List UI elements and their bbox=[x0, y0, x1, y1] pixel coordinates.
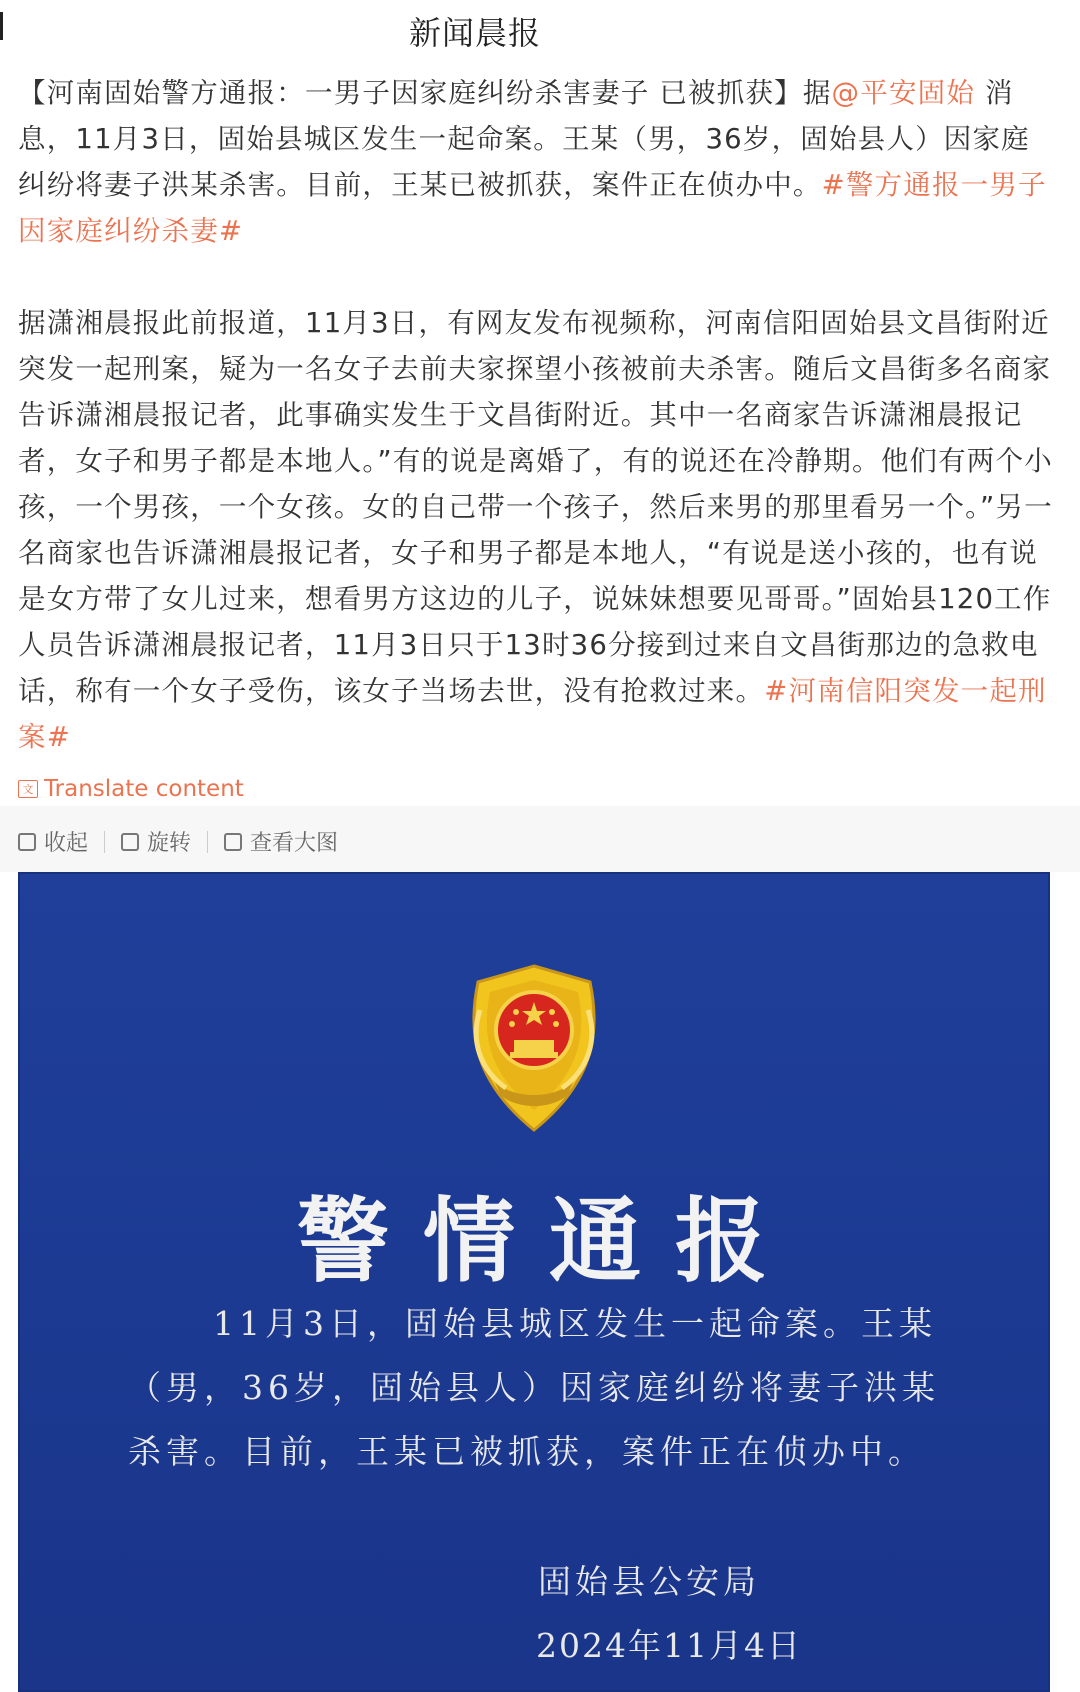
notice-date: 2024年11月4日 bbox=[536, 1626, 802, 1665]
collapse-label: 收起 bbox=[44, 831, 89, 856]
post-lead: 【河南固始警方通报：一男子因家庭纠纷杀害妻子 已被抓获】据 bbox=[18, 77, 832, 109]
translate-label: Translate content bbox=[44, 776, 244, 802]
image-toolbar bbox=[18, 826, 338, 857]
top-bar bbox=[0, 0, 1080, 60]
view-large-icon bbox=[224, 833, 242, 851]
mention-link[interactable]: @平安固始 bbox=[831, 77, 976, 109]
rotate-label: 旋转 bbox=[147, 831, 192, 856]
post-body-1: 消息，11月3日，固始县城区发生一起命案。王某（男，36岁，固始县人）因家庭纠纷将妻子洪某杀害。目前，王某已被抓获，案件正在侦办中。 bbox=[18, 77, 1030, 201]
rotate-button[interactable] bbox=[121, 826, 191, 857]
translate-link[interactable] bbox=[18, 776, 244, 802]
notice-org: 固始县公安局 bbox=[538, 1562, 760, 1601]
post-paragraph-2 bbox=[18, 300, 1058, 760]
notice-title: 警情通报 bbox=[296, 1187, 801, 1295]
translate-icon: 文 bbox=[18, 780, 38, 798]
hashtag-link-1[interactable]: #警方通报一男子因家庭纠纷杀妻# bbox=[18, 169, 1047, 247]
view-large-label: 查看大图 bbox=[250, 831, 339, 856]
hashtag-link-2[interactable]: #河南信阳突发一起刑案# bbox=[18, 675, 1047, 753]
notice-body: 11月3日，固始县城区发生一起命案。王某（男，36岁，固始县人）因家庭纠纷将妻子洪某杀害。目前，王某已被抓获，案件正在侦办中。 bbox=[128, 1304, 940, 1471]
post-body-2: 据潇湘晨报此前报道，11月3日，有网友发布视频称，河南信阳固始县文昌街附近突发一起刑案，疑为一名女子去前夫家探望小孩被前夫杀害。随后文昌街多名商家告诉潇湘晨报记者，此事确实发生于文昌街附近。其中一名商家告诉潇湘晨报记者，女子和男子都是本地人。”有的说是离婚了，有的说还在冷静期。他们有两个小孩，一个男孩，一个女孩。女的自己带一个孩子，然后来男的那里看另一个。”另一名商家也告诉潇湘晨报记者，女子和男子都是本地人，“有说是送小孩的，也有说是女方带了女儿过来，想看男方这边的儿子，说妹妹想要见哥哥。”固始县120工作人员告诉潇湘晨报记者，11月3日只于13时36分接到过来自文昌街那边的急救电话，称有一个女子受伤，该女子当场去世，没有抢救过来。 bbox=[18, 307, 1053, 707]
rotate-icon bbox=[121, 833, 139, 851]
collapse-button[interactable] bbox=[18, 826, 88, 857]
police-emblem-icon bbox=[450, 960, 618, 1136]
post-text bbox=[18, 70, 1058, 760]
collapse-icon bbox=[18, 833, 36, 851]
post-paragraph-1 bbox=[18, 70, 1058, 254]
account-title[interactable]: 新闻晨报 bbox=[408, 14, 541, 52]
view-large-button[interactable] bbox=[224, 826, 338, 857]
police-notice-image[interactable] bbox=[18, 872, 1050, 1692]
